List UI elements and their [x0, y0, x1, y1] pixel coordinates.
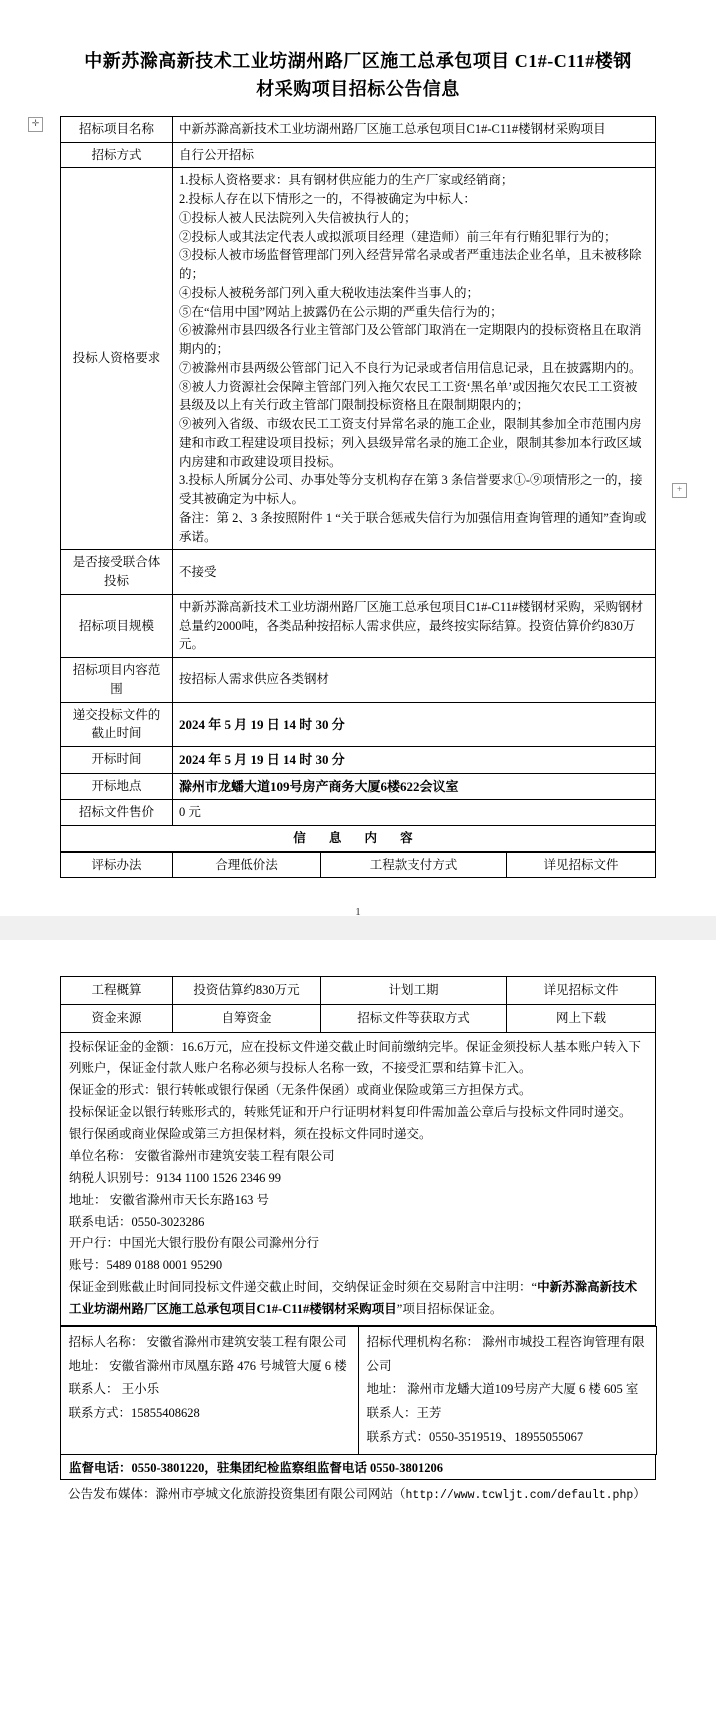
- table-row: [61, 773, 656, 800]
- table-row: [61, 594, 656, 657]
- qualification-item: 1.投标人资格要求：具有钢材供应能力的生产厂家或经销商；: [179, 173, 514, 188]
- bond-paragraph: 地址： 安徽省滁州市天长东路163 号: [69, 1192, 270, 1207]
- row-label-consortium: 是否接受联合体投标: [61, 550, 173, 595]
- bond-note-project: 中新苏滁高新技术工业坊湖州路厂区施工总承包项目C1#-C11#楼钢材采购项目: [69, 1280, 638, 1316]
- row-label-scope: 招标项目内容范围: [61, 658, 173, 703]
- table-row: [61, 800, 656, 826]
- cell-duration-value: 详见招标文件: [507, 977, 656, 1005]
- cell-doc-access-value: 网上下载: [507, 1004, 656, 1032]
- publication-media-suffix: ）: [633, 1486, 646, 1501]
- cell-budget-value: 投资估算约830万元: [173, 977, 321, 1005]
- tenderer-phone: 联系方式：15855408628: [68, 1406, 200, 1421]
- row-value-doc-price: 0 元: [173, 800, 656, 826]
- row-label-project-name: 招标项目名称: [61, 116, 173, 142]
- row-value-bid-open-place: 滁州市龙蟠大道109号房产商务大厦6楼622会议室: [173, 773, 656, 800]
- publication-media: [60, 1480, 656, 1506]
- publication-media-url[interactable]: http://www.tcwljt.com/default.php: [405, 1488, 634, 1502]
- row-value-qualification: [173, 168, 656, 550]
- announcement-table: [60, 116, 656, 852]
- qualification-item: ⑤在“信用中国”网站上披露仍在公示期的严重失信行为的；: [179, 304, 503, 319]
- qualification-item: ④投标人被税务部门列入重大税收违法案件当事人的；: [179, 285, 480, 300]
- row-label-scale: 招标项目规模: [61, 594, 173, 657]
- submission-deadline-label-line1: 递交投标文件的: [72, 707, 161, 722]
- cell-funding-value: 自筹资金: [173, 1004, 321, 1032]
- evaluation-table: [60, 852, 656, 879]
- row-label-bid-method: 招标方式: [61, 142, 173, 168]
- table-row: [61, 550, 656, 595]
- bond-note-prefix: 保证金到账截止时间同投标文件递交截止时间，交纳保证金时须在交易附言中注明：“: [69, 1280, 538, 1295]
- cell-payment-label: 工程款支付方式: [321, 852, 507, 878]
- row-value-scale: 中新苏滁高新技术工业坊湖州路厂区施工总承包项目C1#-C11#楼钢材采购，采购钢材总量约2000吨，各类品种按招标人需求供应，最终按实际结算。投资估算价约830万元。: [173, 594, 656, 657]
- row-value-bid-open-time: 2024 年 5 月 19 日 14 时 30 分: [173, 747, 656, 774]
- budget-table: [60, 976, 656, 1033]
- qualification-item: 备注：第 2、3 条按照附件 1 “关于联合惩戒失信行为加强信用查询管理的通知”查询或承诺。: [179, 510, 647, 544]
- bond-paragraph: 开户行：中国光大银行股份有限公司滁州分行: [69, 1236, 320, 1251]
- qualification-item: ②投标人或其法定代表人或拟派项目经理（建造师）前三年有行贿犯罪行为的；: [179, 229, 617, 244]
- cell-budget-label: 工程概算: [61, 977, 173, 1005]
- qualification-item: ⑥被滁州市县四级各行业主管部门及公管部门取消在一定期限内的投标资格且在取消期内的；: [179, 323, 642, 357]
- page-title-line1: 中新苏滁高新技术工业坊湖州路厂区施工总承包项目 C1#-C11#楼钢: [84, 51, 632, 71]
- bond-paragraph: 投标保证金以银行转账形式的，转账凭证和开户行证明材料复印件需加盖公章后与投标文件同时递交。: [69, 1105, 632, 1120]
- row-label-qualification: 投标人资格要求: [61, 168, 173, 550]
- table-row: [61, 977, 656, 1005]
- cell-doc-access-label: 招标文件等获取方式: [321, 1004, 507, 1032]
- row-value-bid-method: 自行公开招标: [173, 142, 656, 168]
- table-row: [61, 747, 656, 774]
- table-row: [61, 142, 656, 168]
- info-content-header: 信 息 内 容: [61, 825, 656, 851]
- agent-contact-person: 联系人：王芳: [366, 1406, 442, 1421]
- qualification-item: 2.投标人存在以下情形之一的，不得被确定为中标人：: [179, 192, 476, 207]
- cell-eval-method-label: 评标办法: [61, 852, 173, 878]
- qualification-item: 3.投标人所属分公司、办事处等分支机构存在第 3 条信誉要求①-⑨项情形之一的，接受其被确定为中标人。: [179, 473, 643, 507]
- row-value-submission-deadline: 2024 年 5 月 19 日 14 时 30 分: [173, 702, 656, 747]
- page-title-line2: 材采购项目招标公告信息: [256, 78, 460, 99]
- supervision-phone: 监督电话：0550-3801220，驻集团纪检监察组监督电话 0550-3801206: [60, 1455, 656, 1480]
- agent-address: 地址： 滁州市龙蟠大道109号房产大厦 6 楼 605 室: [366, 1382, 639, 1397]
- table-move-handle[interactable]: ✛: [28, 117, 43, 132]
- contacts-table: [60, 1326, 657, 1455]
- contact-cell-tenderer: [60, 1326, 358, 1454]
- cell-duration-label: 计划工期: [321, 977, 507, 1005]
- agent-phone: 联系方式：0550-3519519、18955055067: [366, 1429, 584, 1444]
- bond-paragraph: 单位名称： 安徽省滁州市建筑安装工程有限公司: [69, 1148, 335, 1163]
- row-label-doc-price: 招标文件售价: [61, 800, 173, 826]
- row-label-submission-deadline: [61, 702, 173, 747]
- table-row-qualification: [61, 168, 656, 550]
- cell-funding-label: 资金来源: [61, 1004, 173, 1032]
- bond-note: [69, 1277, 647, 1321]
- qualification-item: ①投标人被人民法院列入失信被执行人的；: [179, 210, 417, 225]
- qualification-item: ⑨被列入省级、市级农民工工资支付异常名录的施工企业，限制其参加全市范围内房建和市政工程建设项目投标；列入县级异常名录的施工企业，限制其参加本行政区域内房建和市政建设项目投标。: [179, 417, 642, 469]
- table-row-info-header: [61, 825, 656, 851]
- qualification-item: ⑦被滁州市县两级公管部门记入不良行为记录或者信用信息记录，且在披露期内的。: [179, 360, 642, 375]
- bond-paragraph: 联系电话：0550-3023286: [69, 1214, 205, 1229]
- bond-note-suffix: ”项目招标保证金。: [396, 1302, 503, 1316]
- bond-paragraph: 纳税人识别号：9134 1100 1526 2346 99: [69, 1170, 282, 1185]
- table-row: [60, 1326, 656, 1454]
- table-row: [61, 116, 656, 142]
- page-number: 1: [355, 906, 361, 919]
- table-resize-handle[interactable]: +: [672, 483, 687, 498]
- page-title: [0, 0, 716, 116]
- qualification-item: ③投标人被市场监督管理部门列入经营异常名录或者严重违法企业名单，且未被移除的；: [179, 248, 642, 282]
- tenderer-address: 地址： 安徽省滁州市凤凰东路 476 号城管大厦 6 楼: [68, 1358, 347, 1373]
- table-row: [61, 658, 656, 703]
- qualification-item: ⑧被人力资源社会保障主管部门列入拖欠农民工工资‘黑名单’或因拖欠农民工工资被县级及以上有关行政主管部门限制投标资格且在限制期限内的；: [179, 379, 638, 413]
- bond-paragraph: 银行保函或商业保险或第三方担保材料，须在投标文件同时递交。: [69, 1127, 432, 1141]
- row-value-project-name: 中新苏滁高新技术工业坊湖州路厂区施工总承包项目C1#-C11#楼钢材采购项目: [173, 116, 656, 142]
- publication-media-prefix: 公告发布媒体：滁州市亭城文化旅游投资集团有限公司网站（: [68, 1486, 406, 1501]
- table-row: [61, 852, 656, 878]
- cell-eval-method-value: 合理低价法: [173, 852, 321, 878]
- row-label-bid-open-place: 开标地点: [61, 773, 173, 800]
- row-label-bid-open-time: 开标时间: [61, 747, 173, 774]
- table-row: [61, 702, 656, 747]
- bond-details-block: [60, 1033, 656, 1326]
- contact-cell-agent: [358, 1326, 656, 1454]
- cell-payment-value: 详见招标文件: [507, 852, 656, 878]
- bond-paragraph: 投标保证金的金额：16.6万元，应在投标文件递交截止时间前缴纳完毕。保证金须投标人基本账户转入下列账户，保证金付款人账户名称必须与投标人名称一致，不接受汇票和结算卡汇入。: [69, 1039, 641, 1076]
- submission-deadline-label-line2: 截止时间: [91, 726, 142, 741]
- bond-paragraph: 账号：5489 0188 0001 95290: [69, 1258, 223, 1273]
- row-value-scope: 按招标人需求供应各类钢材: [173, 658, 656, 703]
- bond-paragraph: 保证金的形式：银行转帐或银行保函（无条件保函）或商业保险或第三方担保方式。: [69, 1083, 532, 1098]
- tenderer-contact-person: 联系人： 王小乐: [68, 1382, 160, 1397]
- tenderer-name: 招标人名称： 安徽省滁州市建筑安装工程有限公司: [68, 1334, 347, 1349]
- table-row: [61, 1004, 656, 1032]
- document-page-2: [0, 940, 716, 1720]
- row-value-consortium: 不接受: [173, 550, 656, 595]
- agent-name: 招标代理机构名称： 滁州市城投工程咨询管理有限公司: [366, 1334, 645, 1373]
